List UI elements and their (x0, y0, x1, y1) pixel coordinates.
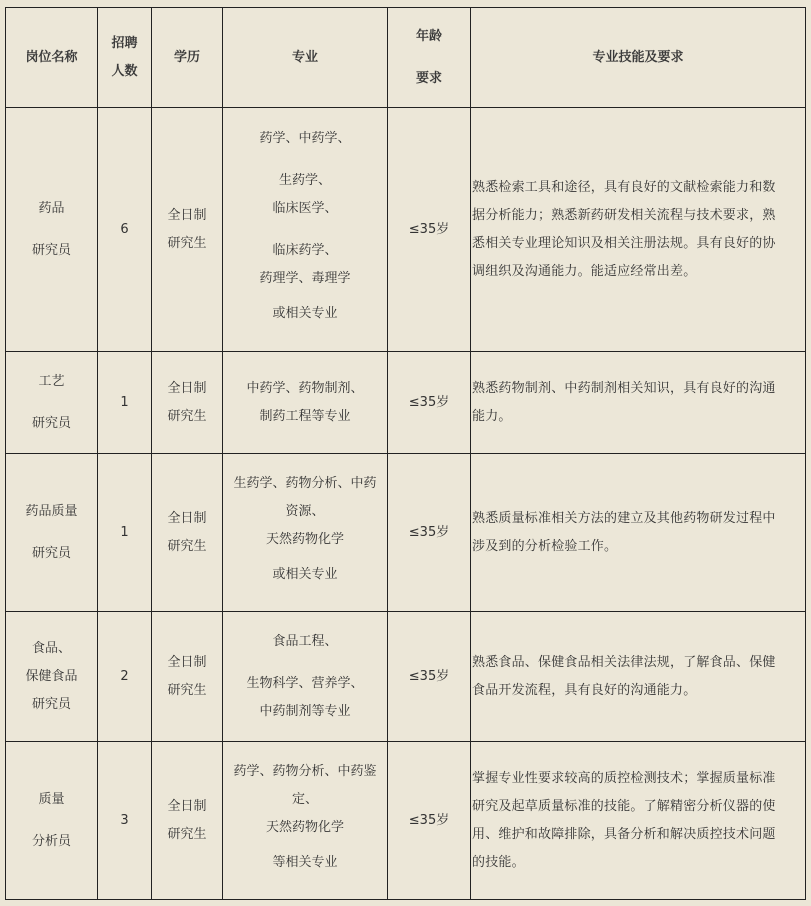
position-line: 研究员 (31, 242, 71, 258)
education-cell (152, 108, 223, 352)
requirements-line: 食品开发流程，具有良好的沟通能力。 (472, 682, 697, 698)
major-line: 生药学、药物分析、中药 (233, 475, 377, 491)
major-cell (223, 454, 388, 612)
major-line: 定、 (291, 791, 318, 807)
major-cell (223, 352, 388, 454)
requirements-line: 用、维护和故障排除，具备分析和解决质控技术问题 (472, 826, 776, 842)
position-cell (6, 352, 98, 454)
education-cell (152, 612, 223, 742)
requirements-cell (471, 352, 806, 454)
count-cell: 1 (98, 352, 152, 454)
requirements-line: 悉相关专业理论知识及相关注册法规。具有良好的协 (472, 235, 776, 251)
major-line: 临床药学、 (272, 242, 338, 258)
major-cell (223, 612, 388, 742)
education-cell (152, 352, 223, 454)
requirements-cell (471, 108, 806, 352)
position-line: 质量 (38, 791, 65, 807)
major-cell (223, 108, 388, 352)
requirements-line: 涉及到的分析检验工作。 (472, 538, 618, 554)
requirements-line: 调组织及沟通能力。能适应经常出差。 (472, 263, 697, 279)
major-line: 等相关专业 (272, 854, 338, 870)
header-position: 岗位名称 (6, 8, 98, 108)
position-line: 研究员 (31, 545, 71, 561)
position-line: 食品、 (31, 640, 71, 656)
age-cell: ≤35岁 (388, 352, 471, 454)
position-cell (6, 108, 98, 352)
requirements-line: 据分析能力；熟悉新药研发相关流程与技术要求，熟 (472, 207, 776, 223)
education-line: 全日制 (167, 510, 207, 526)
education-line: 研究生 (167, 538, 207, 554)
major-line: 临床医学、 (272, 200, 338, 216)
header-age-line1: 年龄 (415, 28, 442, 44)
count-cell: 3 (98, 742, 152, 900)
education-line: 全日制 (167, 798, 207, 814)
count-cell: 2 (98, 612, 152, 742)
age-cell: ≤35岁 (388, 454, 471, 612)
major-line: 或相关专业 (272, 305, 338, 321)
major-line: 药理学、毒理学 (259, 270, 351, 286)
position-line: 药品质量 (25, 503, 78, 519)
major-line: 生药学、 (278, 172, 331, 188)
age-cell: ≤35岁 (388, 742, 471, 900)
education-line: 研究生 (167, 682, 207, 698)
table-row (6, 612, 806, 742)
education-line: 全日制 (167, 207, 207, 223)
major-line: 天然药物化学 (265, 819, 344, 835)
major-line: 药学、中药学、 (259, 130, 351, 146)
count-cell: 1 (98, 454, 152, 612)
position-line: 分析员 (31, 833, 71, 849)
header-major: 专业 (223, 8, 388, 108)
table-row (6, 108, 806, 352)
position-cell (6, 454, 98, 612)
count-cell: 6 (98, 108, 152, 352)
age-cell: ≤35岁 (388, 108, 471, 352)
education-line: 全日制 (167, 380, 207, 396)
position-line: 保健食品 (25, 668, 78, 684)
requirements-line: 研究及起草质量标准的技能。了解精密分析仪器的使 (472, 798, 776, 814)
requirements-line: 熟悉质量标准相关方法的建立及其他药物研发过程中 (472, 510, 776, 526)
position-cell (6, 612, 98, 742)
major-line: 制药工程等专业 (259, 408, 351, 424)
requirements-line: 熟悉食品、保健食品相关法律法规，了解食品、保健 (472, 654, 776, 670)
major-line: 食品工程、 (272, 633, 338, 649)
position-line: 药品 (38, 200, 65, 216)
requirements-line: 掌握专业性要求较高的质控检测技术；掌握质量标准 (472, 770, 776, 786)
header-count-line2: 人数 (111, 63, 138, 79)
requirements-line: 能力。 (472, 408, 512, 424)
requirements-cell (471, 742, 806, 900)
major-line: 中药制剂等专业 (259, 703, 351, 719)
education-line: 全日制 (167, 654, 207, 670)
major-line: 中药学、药物制剂、 (246, 380, 364, 396)
education-line: 研究生 (167, 408, 207, 424)
header-age (388, 8, 471, 108)
major-line: 药学、药物分析、中药鉴 (233, 763, 377, 779)
header-age-line2: 要求 (415, 70, 442, 86)
header-education: 学历 (152, 8, 223, 108)
education-cell (152, 454, 223, 612)
table-header-row (6, 8, 806, 108)
position-cell (6, 742, 98, 900)
header-count-line1: 招聘 (111, 35, 138, 51)
table-row (6, 454, 806, 612)
requirements-cell (471, 612, 806, 742)
position-line: 研究员 (31, 696, 71, 712)
major-line: 或相关专业 (272, 566, 338, 582)
table-row (6, 742, 806, 900)
education-line: 研究生 (167, 235, 207, 251)
header-requirements: 专业技能及要求 (471, 8, 806, 108)
table-row (6, 352, 806, 454)
major-line: 资源、 (285, 503, 325, 519)
requirements-cell (471, 454, 806, 612)
major-line: 天然药物化学 (265, 531, 344, 547)
major-line: 生物科学、营养学、 (246, 675, 364, 691)
requirements-line: 的技能。 (472, 854, 525, 870)
requirements-line: 熟悉药物制剂、中药制剂相关知识，具有良好的沟通 (472, 380, 776, 396)
header-count (98, 8, 152, 108)
position-line: 工艺 (38, 373, 65, 389)
major-cell (223, 742, 388, 900)
education-line: 研究生 (167, 826, 207, 842)
position-line: 研究员 (31, 415, 71, 431)
age-cell: ≤35岁 (388, 612, 471, 742)
recruitment-table (5, 7, 806, 900)
requirements-line: 熟悉检索工具和途径，具有良好的文献检索能力和数 (472, 179, 776, 195)
education-cell (152, 742, 223, 900)
